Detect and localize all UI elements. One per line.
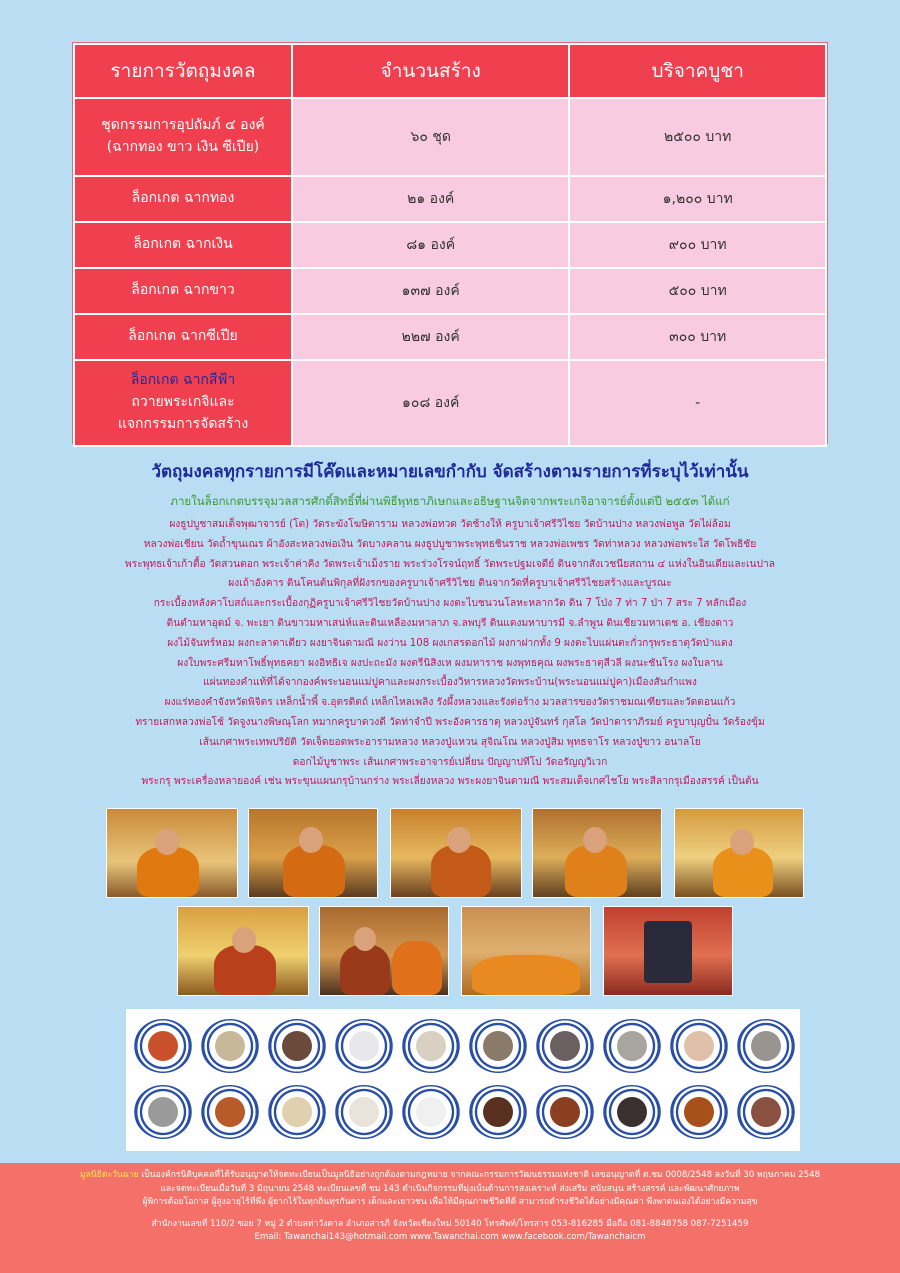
materials-line: ดอกไม้บูชาพระ เส้นเกศาพระอาจารย์เปลี่ยน ปัญญาปทีโป วัดอรัญญวิเวก [292, 756, 608, 768]
material-bowl [737, 1085, 795, 1139]
ceremony-photo [319, 906, 449, 996]
material-bowl [268, 1085, 326, 1139]
material-bowl [670, 1019, 728, 1073]
table-row [74, 98, 826, 176]
intro-text: ภายในล็อกเกตบรรจุมวลสารศักดิ์สิทธิ์ที่ผ่านพิธีพุทธาภิเษกและอธิษฐานจิตจากพระเกจิอาจารย์ตั้งแต่ปี ๒๕๕๓ ได้แก่ [170, 494, 730, 508]
materials-line: ผงใบพระศรีมหาโพธิ์พุทธคยา ผงอิทธิเจ ผงปะถะมัง ผงตรีนิสิงเห ผงมหาราช ผงพุทธคุณ ผงพระธาตุสีวลี ผงนะชันโรง ผงใบลาน [177, 657, 723, 669]
item-cell: ล็อกเกต ฉากเงิน [74, 222, 292, 268]
item-cell: ล็อกเกต ฉากซีเปีย [74, 314, 292, 360]
footer-line: ผู้พิการด้อยโอกาส ผู้สูงอายุไร้ที่พึ่ง ผู้ยากไร้ในทุกถิ่นทุรกันดาร เด็กและเยาวชน เพื่อให้มีคุณภาพชีวิตที่ดี สามารถดำรงชีวิตได้อย่างมีคุณค่า พึ่งพาตนเองได้อย่างมีความสุข [142, 1197, 758, 1207]
materials-line: เส้นเกศาพระเทพปริยัติ วัดเจ็ดยอดพระอารามหลวง หลวงปู่แหวน สุจิณโณ หลวงปู่สิม พุทธจาโร หลวงปู่ขาว อนาลโย [199, 736, 701, 748]
column-header-donation: บริจาคบูชา [569, 44, 826, 98]
material-bowl [536, 1019, 594, 1073]
table-row [74, 360, 826, 446]
materials-line: ผงแร่ทองคำจังหวัดพิจิตร เหล็กน้ำพี้ จ.อุตรดิตถ์ เหล็กไหลเพลิง รังผึ้งหลวงและรังต่อร้าง มวลสารของวัดราชมณเฑียรและวัดดอนแก้ว [164, 697, 736, 709]
material-bowl [201, 1019, 259, 1073]
offerings-table [72, 42, 828, 444]
footer-line: มูลนิธิตะวันฉาย เป็นองค์กรนิติบุคคลที่ได้รับอนุญาตให้จดทะเบียนเป็นมูลนิธิอย่างถูกต้องตามกฎหมาย จากคณะกรรมการวัฒนธรรมแห่งชาติ เลขอนุญาตที่ ต.ชม 0008/2548 ลงวันที่ 30 พฤษภาคม 2548 [79, 1170, 821, 1180]
material-bowl [402, 1085, 460, 1139]
quantity-cell: ๖๐ ชุด [292, 98, 569, 176]
materials-line: หลวงพ่อเชียน วัดถ้ำขุนเณร ผ้าอังสะหลวงพ่อเงิน วัดบางคลาน ผงธูปบูชาพระพุทธชินราช หลวงพ่อเพชร วัดท่าหลวง หลวงพ่อพระใส วัดโพธิชัย [143, 538, 757, 550]
quantity-cell: ๘๑ องค์ [292, 222, 569, 268]
materials-line: กระเบื้องหลังคาโบสถ์และกระเบื้องกุฏิครูบาเจ้าศรีวิไชยวัดบ้านปาง ผงตะไบชนวนโลหะหลากวัด ดิน 7 โป่ง 7 ท่า 7 ป่า 7 สระ 7 หลักเมือง [153, 598, 747, 610]
materials-line: ผงเถ้าอังคาร ดินโคนต้นพิกุลที่ฝังรกของครูบาเจ้าศรีวิไชย ดินจากวัดที่ครูบาเจ้าศรีวิไชยสร้างและบูรณะ [228, 578, 672, 590]
material-bowl [603, 1019, 661, 1073]
material-bowl [268, 1019, 326, 1073]
material-bowl [469, 1019, 527, 1073]
sacred-materials-list [62, 515, 838, 792]
donation-cell: ๙๐๐ บาท [569, 222, 826, 268]
materials-line: ดินดำมหาอุดม์ จ. พะเยา ดินขาวมหาเสน่ห์และดินเหลืองมหาลาภ จ.ลพบุรี ดินแดงมหาบารมี จ.ลำพูน ดินเชียวมหาเดช อ. เชียงดาว [166, 617, 734, 629]
ceremony-photo [674, 808, 804, 898]
column-header-item: รายการวัตถุมงคล [74, 44, 292, 98]
material-bowl [335, 1085, 393, 1139]
material-bowl [134, 1019, 192, 1073]
ceremony-photo [603, 906, 733, 996]
foundation-footer [0, 1163, 900, 1273]
material-bowl [469, 1085, 527, 1139]
headline: วัตถุมงคลทุกรายการมีโค๊ดและหมายเลขกำกับ จัดสร้างตามรายการที่ระบุไว้เท่านั้น [151, 462, 749, 482]
donation-cell: ๕๐๐ บาท [569, 268, 826, 314]
material-bowl [201, 1085, 259, 1139]
material-bowl [335, 1019, 393, 1073]
item-cell: ชุดกรรมการอุปถัมภ์ ๔ องค์ (ฉากทอง ขาว เงิน ซีเปีย) [74, 98, 292, 176]
donation-cell: ๒๕๐๐ บาท [569, 98, 826, 176]
materials-bowls-panel [126, 1009, 800, 1151]
footer-address: สำนักงานเลขที่ 110/2 ซอย 7 หมู่ 2 ตำบลท่าวังตาล อำเภอสารภี จังหวัดเชียงใหม่ 50140 โทรศัพท์/โทรสาร 053-816285 มือถือ 081-8848758 087-7251459 [151, 1218, 749, 1229]
ceremony-photo [106, 808, 238, 898]
materials-line: พระกรุ พระเครื่องหลายองค์ เช่น พระขุนแผนกรุบ้านกร่าง พระเลี่ยงหลวง พระผงยาจินดามณี พระสมเด็จเกศไชโย พระสีลากรุเมืองสรรค์ เป็นต้น [141, 776, 759, 788]
ceremony-photo [177, 906, 309, 996]
donation-cell: ๓๐๐ บาท [569, 314, 826, 360]
materials-line: ทรายเสกหลวงพ่อโช้ วัดจูงนางพิษณุโลก หมากครูบาดวงดี วัดท่าจำปี พระอังคารธาตุ หลวงปู่จันทร์ กุสโล วัดป่าดาราภิรมย์ ครูบาบุญปั๋น วัดร้องขุ้ม [135, 716, 765, 728]
table-header-row [74, 44, 826, 98]
item-cell: ล็อกเกต ฉากสีฟ้า ถวายพระเกจิและ แจกกรรมการจัดสร้าง [74, 360, 292, 446]
table-row [74, 268, 826, 314]
materials-line: พระพุทธเจ้าเก้าตื้อ วัดสวนดอก พระเจ้าค่าคิง วัดพระเจ้าเม็งราย พระร่วงโรจน์ฤทธิ์ วัดพระปฐมเจดีย์ ดินจากสังเวชนียสถาน ๔ แห่งในอินเดียและเนปาล [125, 558, 775, 570]
material-bowl [670, 1085, 728, 1139]
quantity-cell: ๑๓๗ องค์ [292, 268, 569, 314]
quantity-cell: ๒๑ องค์ [292, 176, 569, 222]
materials-line: แผ่นทองคำแท้ที่ได้จากองค์พระนอนแม่ปูคาและผงกระเบื้องวิหารหลวงวัดพระบ้าน(พระนอนแม่ปูคา)เมืองสันกำแพง [203, 677, 697, 689]
material-bowl [134, 1085, 192, 1139]
ceremony-photo [532, 808, 662, 898]
footer-line: และจดทะเบียนเมื่อวันที่ 3 มิถุนายน 2548 ทะเบียนเลขที่ ชม 143 ดำเนินกิจกรรมที่มุ่งเน้นด้านการสงเคราะห์ ส่งเสริม สนับสนุน สร้างสรรค์ และพัฒนาศักยภาพ [160, 1183, 740, 1194]
item-cell: ล็อกเกต ฉากขาว [74, 268, 292, 314]
materials-line: ผงไม้จันทร์หอม ผงกะลาตาเดียว ผงยาจินดามณี ผงว่าน 108 ผงเกสรดอกไม้ ผงกาฝากทั้ง 9 ผงตะไบแผ่นตะกั่วกรุพระธาตุวัดป่าแดง [167, 637, 733, 649]
item-cell: ล็อกเกต ฉากทอง [74, 176, 292, 222]
donation-cell: ๑,๒๐๐ บาท [569, 176, 826, 222]
ceremony-photo [248, 808, 378, 898]
column-header-quantity: จำนวนสร้าง [292, 44, 569, 98]
quantity-cell: ๒๒๗ องค์ [292, 314, 569, 360]
materials-line: ผงธูปบูชาสมเด็จพุฒาจารย์ (โต) วัดระฆังโฆษิตาราม หลวงพ่อทวด วัดช้างให้ ครูบาเจ้าศรีวิไชย วัดบ้านปาง หลวงพ่อพูล วัดไผ่ล้อม [169, 519, 731, 530]
material-bowl [536, 1085, 594, 1139]
material-bowl [402, 1019, 460, 1073]
material-bowl [737, 1019, 795, 1073]
quantity-cell: ๑๐๘ องค์ [292, 360, 569, 446]
ceremony-photo [461, 906, 591, 996]
table-row [74, 222, 826, 268]
donation-cell: - [569, 360, 826, 446]
footer-contact: Email: Tawanchai143@hotmail.com www.Tawanchai.com www.facebook.com/Tawanchaicm [254, 1232, 646, 1242]
ceremony-photo [390, 808, 522, 898]
material-bowl [603, 1085, 661, 1139]
table-row [74, 176, 826, 222]
table-row [74, 314, 826, 360]
